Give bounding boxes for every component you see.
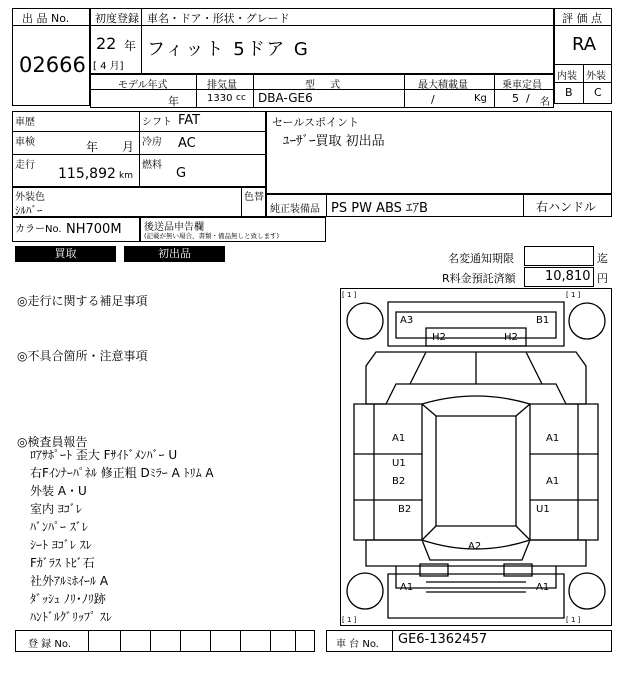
genuine-label: 純正装備品 <box>270 204 320 215</box>
ext-color-label: 外装色 <box>15 192 45 203</box>
damage-mark: A1 <box>536 582 550 593</box>
divider <box>253 74 254 108</box>
damage-mark: A1 <box>400 582 414 593</box>
corner-label-tl: [ 1 ] <box>342 291 357 299</box>
car-name-label: 車名・ドア・形状・グレード <box>147 12 290 25</box>
divider <box>240 630 241 652</box>
damage-mark: U1 <box>536 504 550 515</box>
interior-label: 内装 <box>557 71 577 82</box>
damage-mark: A3 <box>400 315 414 326</box>
genuine-value: PS PW ABS ｴｱB <box>331 201 428 216</box>
repaint-label: 色替 <box>244 192 264 203</box>
exterior-label: 外装 <box>586 71 606 82</box>
divider <box>270 630 271 652</box>
chassis-label: 車 台 No. <box>336 639 379 650</box>
model-year-unit: 年 <box>168 95 179 108</box>
damage-mark: U1 <box>392 458 406 469</box>
divider <box>210 630 211 652</box>
mileage-label: 走行 <box>15 160 35 171</box>
report-line: 社外ｱﾙﾐﾎｲｰﾙ A <box>30 574 109 588</box>
displacement-unit: cc <box>236 93 246 103</box>
fuel-value: G <box>176 166 187 181</box>
displacement-label: 排気量 <box>207 80 237 91</box>
driving-notes-label: ◎走行に関する補足事項 <box>17 294 148 308</box>
report-line: ﾛｱｻﾎﾟｰﾄ 歪大 Fｻｲﾄﾞﾒﾝﾊﾞｰ U <box>30 448 178 462</box>
color-no-label: カラーNo. <box>15 224 62 235</box>
color-box <box>12 187 266 217</box>
divider <box>139 111 140 187</box>
divider <box>120 630 121 652</box>
first-reg-year: 22 <box>96 34 117 53</box>
divider <box>404 74 405 108</box>
ac-value: AC <box>178 136 196 151</box>
damage-mark: A1 <box>392 433 406 444</box>
damage-mark: A1 <box>546 476 560 487</box>
ac-label: 冷房 <box>142 137 162 148</box>
divider <box>583 64 584 104</box>
report-line: 室内 ﾖｺﾞﾚ <box>30 502 82 516</box>
first-reg-month: [ 4 月] <box>93 61 124 72</box>
report-line: ﾊﾞﾝﾊﾟｰ ｽﾞﾚ <box>30 520 88 534</box>
chassis-value: GE6-1362457 <box>398 632 488 647</box>
capacity-unit: 名 <box>540 97 550 108</box>
post-equip-note: (記載が無い場合、書類・備品無しと致します) <box>144 232 280 240</box>
capacity-separator: / <box>526 92 530 105</box>
first-reg-label: 初度登録 <box>95 12 139 25</box>
reg-no-label: 登 録 No. <box>28 639 71 650</box>
divider <box>326 194 327 217</box>
report-line: Fｶﾞﾗｽ ﾄﾋﾞ石 <box>30 556 95 570</box>
name-change-label: 名変通知期限 <box>448 252 514 265</box>
tag-first-listing: 初出品 <box>124 246 225 262</box>
displacement-value: 1330 <box>207 93 233 104</box>
tag-purchase: 買取 <box>15 246 116 262</box>
type-value: DBA-GE6 <box>258 91 313 105</box>
handle-value: 右ハンドル <box>536 200 597 214</box>
max-load-unit: Kg <box>474 93 487 104</box>
report-line: 外装 A・U <box>30 484 87 498</box>
type-label: 型 式 <box>305 80 347 91</box>
inspector-report-label: ◎検査員報告 <box>17 435 88 449</box>
report-line: ﾊﾝﾄﾞﾙｸﾞﾘｯﾌﾟ ｽﾚ <box>30 610 112 624</box>
post-equip-label: 後送品申告欄 <box>144 222 204 233</box>
report-line: ﾀﾞｯｼｭ ﾉﾘ･ﾉﾘ跡 <box>30 592 106 606</box>
damage-mark: H2 <box>504 332 518 343</box>
shift-label: シフト <box>142 117 172 128</box>
divider <box>12 131 266 132</box>
inspection-label: 車検 <box>15 137 35 148</box>
corner-label-bl: [ 1 ] <box>342 616 357 624</box>
sales-point-label: セールスポイント <box>272 116 360 129</box>
corner-label-br: [ 1 ] <box>566 616 581 624</box>
ext-color-value: ｼﾙﾊﾞｰ <box>15 204 43 217</box>
lot-label: 出 品 No. <box>22 12 70 25</box>
grade-value: RA <box>572 34 597 55</box>
damage-mark: B2 <box>392 476 406 487</box>
name-change-field <box>524 246 594 266</box>
divider <box>295 630 296 652</box>
mileage-unit: km <box>119 171 133 181</box>
divider <box>196 74 197 108</box>
color-no-value: NH700M <box>66 222 122 237</box>
fuel-label: 燃料 <box>142 160 162 171</box>
lot-number: 02666 <box>19 53 86 77</box>
interior-value: B <box>565 86 573 99</box>
divider <box>392 630 393 652</box>
divider <box>180 630 181 652</box>
divider <box>523 194 524 217</box>
divider <box>150 630 151 652</box>
report-line: ｼｰﾄ ﾖｺﾞﾚ ｽﾚ <box>30 538 92 552</box>
damage-mark: B1 <box>536 315 550 326</box>
damage-mark: A2 <box>468 541 482 552</box>
year-unit: 年 <box>124 39 137 53</box>
divider <box>12 154 266 155</box>
name-change-unit: 迄 <box>597 252 608 265</box>
max-load-value: / <box>431 93 435 106</box>
recycle-unit: 円 <box>597 272 608 285</box>
car-diagram <box>340 288 612 626</box>
capacity-value: 5 <box>512 92 519 105</box>
exterior-value: C <box>594 86 602 99</box>
recycle-value: 10,810 <box>545 269 591 284</box>
damage-mark: H2 <box>432 332 446 343</box>
grade-label: 評 価 点 <box>562 12 602 25</box>
inspection-month: 月 <box>122 140 135 154</box>
divider <box>141 8 142 74</box>
corner-label-tr: [ 1 ] <box>566 291 581 299</box>
damage-mark: A1 <box>546 433 560 444</box>
sales-point-value: ﾕｰｻﾞｰ買取 初出品 <box>283 134 385 149</box>
divider <box>494 74 495 108</box>
recycle-label: R料金預託済額 <box>442 272 516 285</box>
report-line: 右Fｲﾝﾅｰﾊﾟﾈﾙ 修正粗 Dﾐﾗｰ A ﾄﾘﾑ A <box>30 466 214 480</box>
defect-notes-label: ◎不具合箇所・注意事項 <box>17 349 148 363</box>
mileage-value: 115,892 <box>58 166 116 182</box>
model-year-label: モデル年式 <box>118 80 168 91</box>
damage-mark: B2 <box>398 504 412 515</box>
inspection-year: 年 <box>86 140 99 154</box>
divider <box>88 630 89 652</box>
max-load-label: 最大積載量 <box>418 80 468 91</box>
car-name: フィット 5ドア G <box>147 39 310 60</box>
divider <box>241 187 242 217</box>
capacity-label: 乗車定員 <box>502 80 542 91</box>
shift-value: FAT <box>178 113 201 128</box>
history-label: 車歴 <box>15 117 35 128</box>
